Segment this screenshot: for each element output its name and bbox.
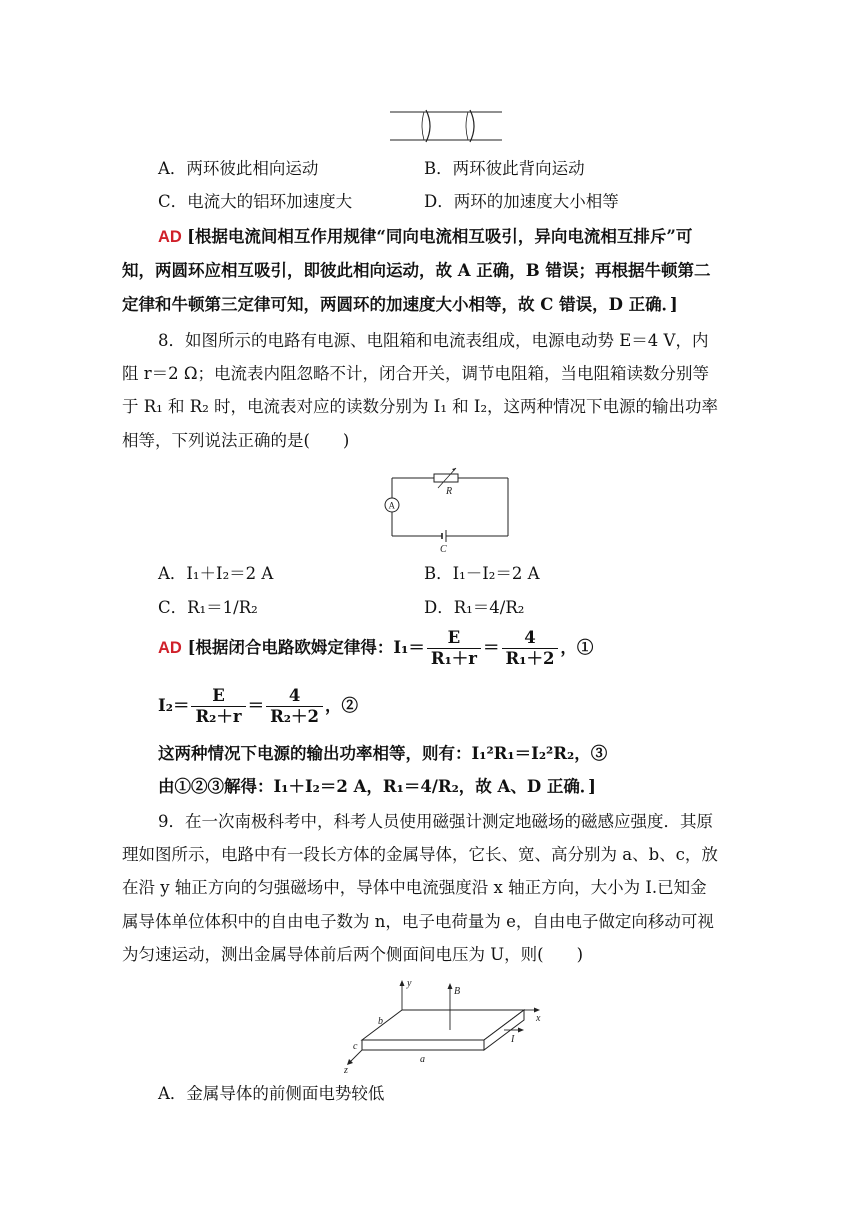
conductor-figure xyxy=(344,976,546,1076)
q8-sol2-equals: ＝ xyxy=(247,696,265,715)
q9-stem-line-3: 在沿 y 轴正方向的匀强磁场中，导体中电流强度沿 x 轴正方向，大小为 I.已知金 xyxy=(122,878,707,897)
q8-option-a: A．I₁＋I₂＝2 A xyxy=(158,564,274,583)
q8-stem-line-3: 于 R₁ 和 R₂ 时，电流表对应的读数分别为 I₁ 和 I₂，这两种情况下电源的输出功率 xyxy=(122,397,719,416)
dim-a-label: a xyxy=(420,1054,425,1065)
frac-numerator: 4 xyxy=(266,686,323,707)
q7-answer-label: AD xyxy=(158,228,182,246)
q8-sol1-frac2 xyxy=(502,628,559,669)
q7-explanation-line-1 xyxy=(158,226,692,248)
frac-denominator: R₁＋r xyxy=(430,649,477,668)
resistor-label: R xyxy=(446,486,453,497)
q8-sol1-frac1 xyxy=(427,628,481,669)
q8-option-c: C．R₁＝1/R₂ xyxy=(158,598,258,617)
q7-explanation-line-3: 定律和牛顿第三定律可知，两圆环的加速度大小相等，故 C 错误，D 正确．] xyxy=(122,295,678,314)
q8-sol2-frac1 xyxy=(191,686,245,727)
axis-y-label: y xyxy=(407,978,412,989)
axis-x-label: x xyxy=(536,1013,541,1024)
rings-figure xyxy=(388,104,504,148)
q7-option-b: B．两环彼此背向运动 xyxy=(424,159,585,178)
q8-stem-line-1: 8．如图所示的电路有电源、电阻箱和电流表组成，电源电动势 E＝4 V，内 xyxy=(158,331,709,350)
q7-explanation-line-2: 知，两圆环应相互吸引，即彼此相向运动，故 A 正确，B 错误；再根据牛顿第二 xyxy=(122,261,711,280)
q8-solution-line-4: 由①②③解得：I₁＋I₂＝2 A，R₁＝4/R₂，故 A、D 正确．] xyxy=(158,777,596,796)
frac-numerator: E xyxy=(427,628,481,649)
circuit-figure xyxy=(380,466,516,556)
q8-sol1-suffix: ，① xyxy=(560,638,594,657)
frac-denominator: R₁＋2 xyxy=(505,649,555,668)
q8-solution-line-2 xyxy=(158,684,358,728)
q7-option-c: C．电流大的铝环加速度大 xyxy=(158,192,353,211)
q8-sol1-equals: ＝ xyxy=(483,638,500,657)
q8-option-d: D．R₁＝4/R₂ xyxy=(424,598,525,617)
field-b-label: B xyxy=(454,986,461,997)
q8-sol2-suffix: ，② xyxy=(325,696,359,715)
q8-stem-line-4: 相等，下列说法正确的是( ) xyxy=(122,431,350,450)
q8-sol1-prefix: [根据闭合电路欧姆定律得：I₁＝ xyxy=(187,638,425,657)
axis-z-label: z xyxy=(344,1065,348,1076)
q8-sol2-prefix: I₂＝ xyxy=(158,696,190,715)
dim-b-label: b xyxy=(378,1016,383,1027)
frac-numerator: E xyxy=(191,686,245,707)
q8-solution-line-3: 这两种情况下电源的输出功率相等，则有：I₁²R₁＝I₂²R₂，③ xyxy=(158,744,608,763)
q9-stem-line-2: 理如图所示，电路中有一段长方体的金属导体，它长、宽、高分别为 a、b、c，放 xyxy=(122,845,718,864)
q8-sol2-frac2 xyxy=(266,686,323,727)
q9-stem-line-1: 9．在一次南极科考中，科考人员使用磁强计测定地磁场的磁感应强度．其原 xyxy=(158,812,713,831)
ammeter-label: A xyxy=(388,500,395,511)
frac-denominator: R₂＋2 xyxy=(270,707,320,726)
q8-answer-label: AD xyxy=(158,639,182,657)
q7-option-a: A．两环彼此相向运动 xyxy=(158,159,319,178)
frac-numerator: 4 xyxy=(502,628,559,649)
q7-explanation-text-1: [根据电流间相互作用规律“同向电流相互吸引，异向电流相互排斥”可 xyxy=(187,227,693,246)
q9-stem-line-5: 为匀速运动，测出金属导体前后两个侧面间电压为 U，则( ) xyxy=(122,945,584,964)
q8-option-b: B．I₁－I₂＝2 A xyxy=(424,564,540,583)
q9-option-a: A．金属导体的前侧面电势较低 xyxy=(158,1084,385,1103)
q8-solution-line-1 xyxy=(158,626,593,670)
current-i-label: I xyxy=(511,1034,515,1045)
q9-stem-line-4: 属导体单位体积中的自由电子数为 n，电子电荷量为 e，自由电子做定向移动可视 xyxy=(122,912,714,931)
frac-denominator: R₂＋r xyxy=(195,707,242,726)
source-label: C xyxy=(440,544,447,555)
q7-option-d: D．两环的加速度大小相等 xyxy=(424,192,619,211)
dim-c-label: c xyxy=(353,1041,358,1052)
q8-stem-line-2: 阻 r＝2 Ω；电流表内阻忽略不计，闭合开关，调节电阻箱，当电阻箱读数分别等 xyxy=(122,364,710,383)
